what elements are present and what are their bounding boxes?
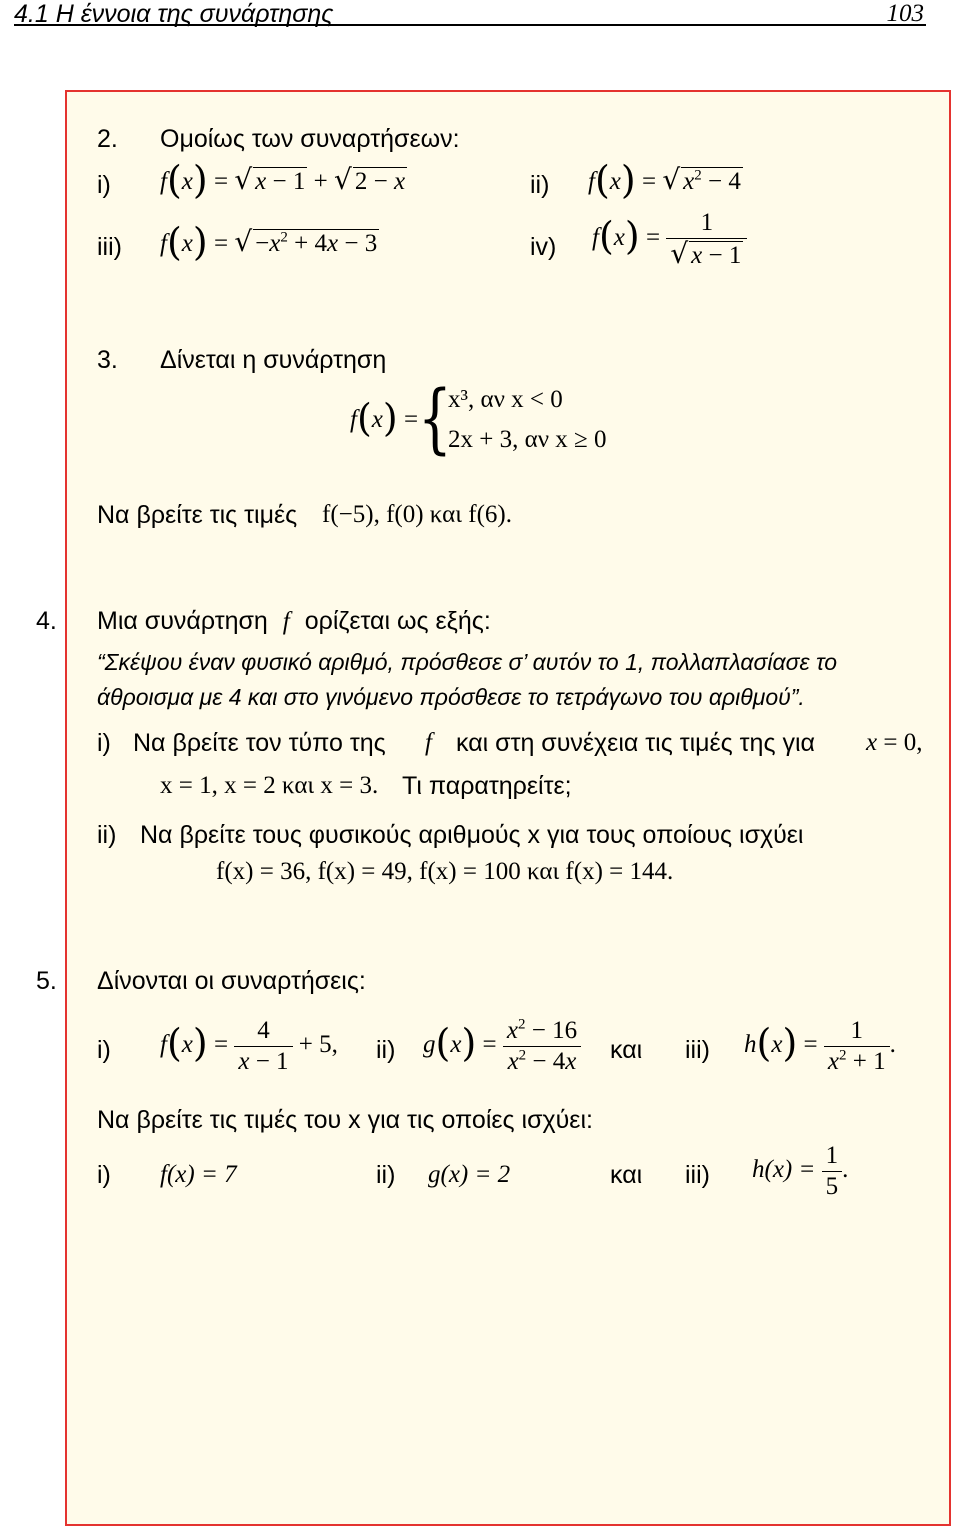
ex5-ask: Να βρείτε τις τιμές του x για τις οποίες ισχύει:: [97, 1106, 593, 1134]
ex3-f-lhs: f(x) =: [350, 396, 419, 440]
ex4-ii-text: Να βρείτε τους φυσικούς αριθμούς x για τους οποίους ισχύει: [140, 821, 804, 849]
ex2-i-label: i): [97, 171, 111, 199]
ex5-g-formula: g(x) = $\frac{x^2 - 16}{x^2 - 4x}$: [423, 1016, 581, 1077]
ex4-quote-line1: “Σκέψου έναν φυσικό αριθμό, πρόσθεσε σ’ αυτόν το 1, πολλαπλασίασε το: [97, 649, 838, 675]
ex5-q-iii: h(x) = $\frac{1}{5}$ .: [752, 1142, 849, 1200]
page-header: [14, 0, 926, 26]
ex2-iv-label: iv): [530, 233, 557, 261]
page-number: 103: [886, 0, 924, 27]
ex5-q-i-label: i): [97, 1161, 111, 1189]
ex5-q-ii: g(x) = 2: [428, 1161, 511, 1188]
ex3-number: 3.: [97, 346, 118, 374]
ex4-number: 4.: [36, 607, 57, 635]
ex5-iii-label: iii): [685, 1036, 710, 1064]
ex3-text: Δίνεται η συνάρτηση: [160, 346, 387, 374]
ex3-ask: Να βρείτε τις τιμές: [97, 501, 298, 529]
ex5-text: Δίνονται οι συναρτήσεις:: [97, 967, 366, 995]
ex2-number: 2.: [97, 125, 118, 153]
ex5-q-iii-label: iii): [685, 1161, 710, 1189]
exercise-box: [65, 90, 951, 1526]
ex5-f-formula: f(x) = $\frac{4}{x - 1}$ + 5,: [160, 1017, 338, 1075]
ex3-brace: {: [418, 373, 452, 462]
ex5-ii-label: ii): [376, 1036, 396, 1064]
ex5-q-i: f(x) = 7: [160, 1161, 237, 1188]
ex4-i-question: Τι παρατηρείτε;: [402, 772, 572, 800]
ex5-q-ii-label: ii): [376, 1161, 396, 1189]
ex2-ii-label: ii): [530, 171, 550, 199]
section-title: 4.1 Η έννοια της συνάρτησης: [14, 0, 334, 28]
ex2-i-formula: f(x) = √ x − 1 + √ 2 − x: [160, 158, 406, 202]
ex3-case2: 2x + 3, αν x ≥ 0: [448, 426, 607, 453]
ex2-iv-formula: f(x) = $\frac{1}{√ x - 1}$: [592, 208, 747, 271]
ex2-text: Ομοίως των συναρτήσεων:: [160, 125, 460, 153]
ex5-q-and: και: [610, 1161, 643, 1189]
ex3-case1: x³, αν x < 0: [448, 386, 563, 413]
ex5-i-label: i): [97, 1036, 111, 1064]
ex5-and: και: [610, 1036, 643, 1064]
ex5-number: 5.: [36, 967, 57, 995]
ex4-ii-label: ii): [97, 821, 117, 849]
ex4-quote-line2: άθροισμα με 4 και στο γινόμενο πρόσθεσε το τετράγωνο του αριθμού”.: [97, 684, 805, 710]
ex2-ii-formula: f(x) = √ $x^2 - 4$: [588, 158, 741, 202]
ex4-i-f: f: [425, 729, 432, 756]
ex4-i-text2: και στη συνέχεια τις τιμές της για: [456, 729, 815, 757]
ex4-intro: Μια συνάρτηση f ορίζεται ως εξής:: [97, 607, 491, 635]
ex2-iii-label: iii): [97, 233, 122, 261]
ex4-i-text1: Να βρείτε τον τύπο της: [133, 729, 386, 757]
ex2-iii-formula: f(x) = √ $-x^2 + 4x - 3$: [160, 220, 378, 264]
ex4-i-values: x = 1, x = 2 και x = 3.: [160, 772, 379, 799]
ex4-ii-values: f(x) = 36, f(x) = 49, f(x) = 100 και f(x) = 144.: [216, 858, 674, 885]
ex4-i-x0: x = 0,: [866, 729, 923, 756]
ex4-i-label: i): [97, 729, 111, 757]
ex5-h-formula: h(x) = $\frac{1}{x^2 + 1}$ .: [744, 1017, 896, 1075]
ex3-values: f(−5), f(0) και f(6).: [322, 501, 512, 528]
